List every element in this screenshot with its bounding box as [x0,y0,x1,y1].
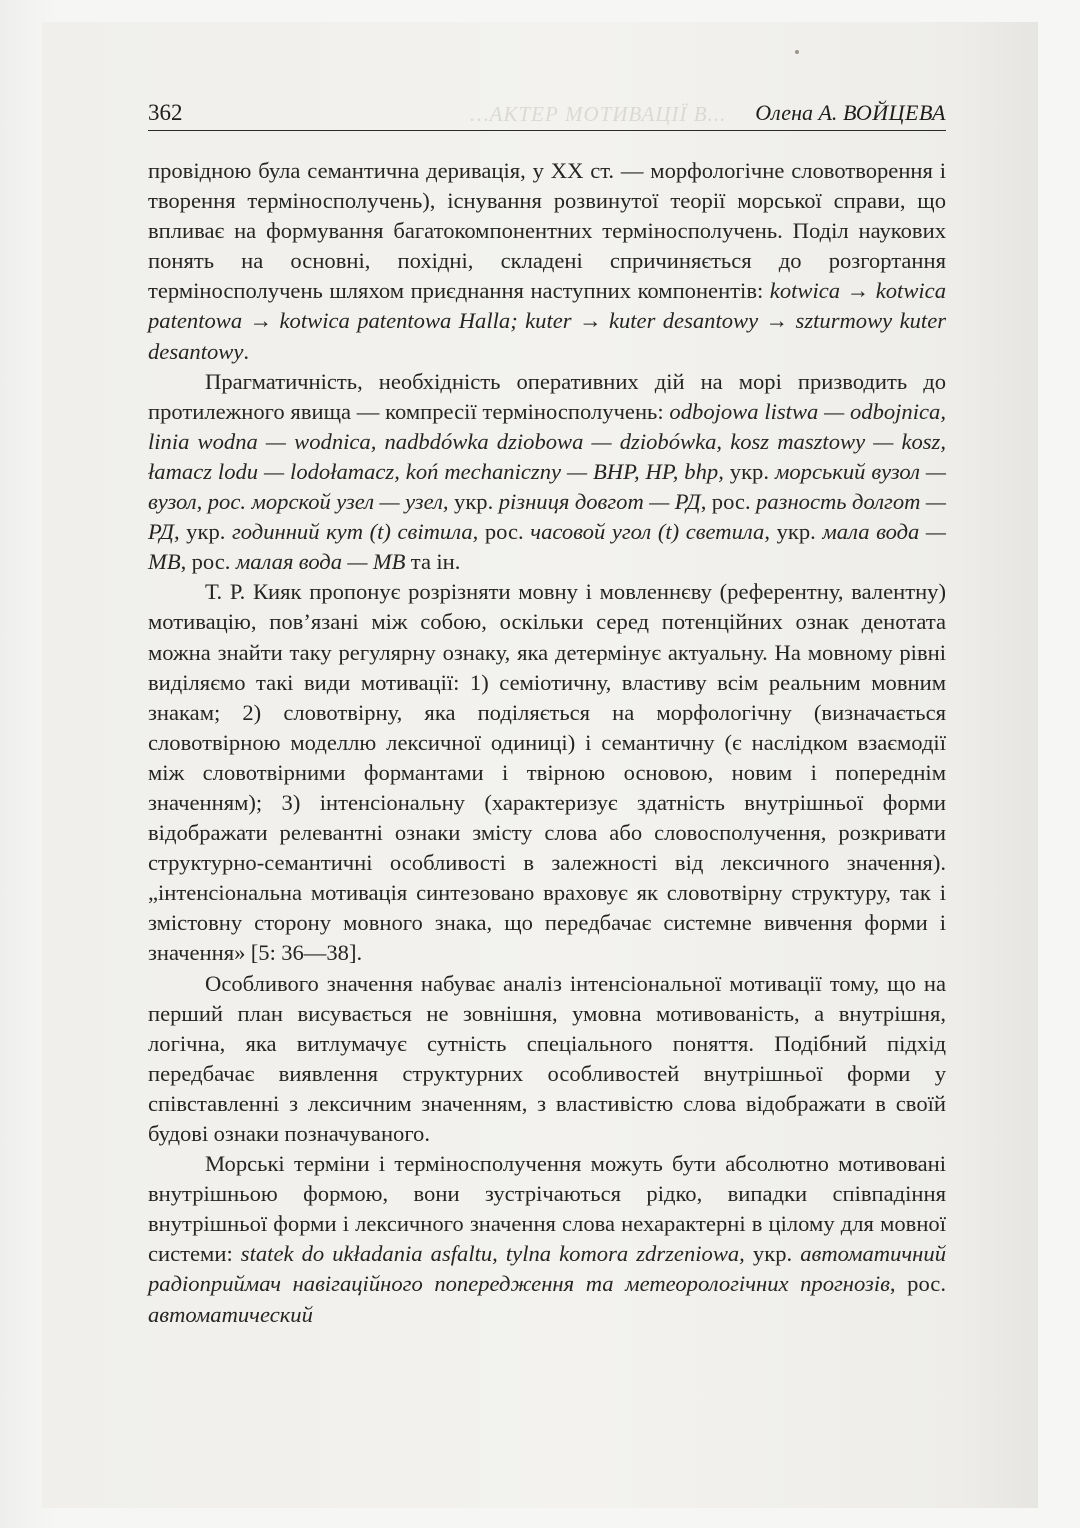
text-run: , укр. [173,519,232,545]
text-run: → [571,308,609,334]
italic-term: рос. морской узел — узел, [207,489,449,515]
running-head [755,98,946,128]
italic-term: різниця довгот — РД [498,489,701,515]
text-run: Особливого значення набуває аналіз інтенсіональної мотивації тому, що на перший план висувається не зовнішня, умовна мотивованість, а внутрішня, логічна, яка витлумачує сутність спеціального поняття. Подібний підхід передбачає виявлення структурних особливостей внутрішньої форми у співставленні з лексичним значенням, з властивістю слова відображати в своїй будові ознаки позначуваного. [148,970,946,1146]
italic-term: морський вузол — вузол, [148,458,947,515]
author-surname: ВОЙЦЕВА [842,100,946,125]
page-number: 362 [148,100,183,125]
italic-term: statek do układania asfaltu, tylna komora zdrzeniowa, [240,1241,745,1267]
text-run: → [840,278,876,304]
author-name: Олена А. [755,100,843,125]
italic-term: szturmowy kuter desantowy [148,308,947,364]
page-header [148,98,946,131]
italic-term: автоматичний радіоприймач навігаційного попередження та метеорологічних прогнозів [148,1241,946,1297]
italic-term: odbojowa listwa — odbojnica, linia wodna — wodnica, nadbdówka dziobowa — dziobówka, kosz masztowy — kosz, łamacz lodu — lodołamacz, koń mechaniczny — BHP, HP, bhp, [148,398,946,484]
text-run: укр. [744,1241,801,1267]
text-run: → [242,308,280,334]
text-run: та ін. [405,549,461,575]
text-run: укр. [448,489,499,515]
paragraph [148,969,946,1150]
text-run: Морські терміни і терміносполучення можуть бути абсолютно мотивовані внутрішньою формою, вони зустрічаються рідко, випадки співпадіння внутрішньої форми і лексичного значення слова нехарактерні в цілому для мовної системи: [148,1151,946,1267]
italic-term: kuter desantowy [608,308,759,334]
italic-term: часовой угол (t) светила [530,519,765,545]
text-run: Прагматичність, необхідність оперативних дій на морі призводить до протилежного явища — компресії терміносполучень: [148,368,946,424]
italic-term: годинний кут (t) світила, [231,519,479,545]
body-text [148,156,946,1330]
text-run: провідною була семантична деривація, у XX ст. — морфологічне словотворення і творення терміносполучень), існування розвинутої теорії морської справи, що впливає на формування багатокомпонентних терміносполучень. Поділ наукових понять на основні, похідні, складені спричиняється до розгортання терміносполучень шляхом приєднання наступних компонентів: [148,158,946,304]
italic-term: разность долгот — РД [148,489,946,545]
paragraph [148,156,946,367]
text-run: , укр. [764,519,823,545]
italic-term: kotwica patentowa [148,278,946,334]
text-run: , рос. [889,1271,946,1297]
text-run: → [758,308,796,334]
bleed-through-text: …АКТЕР МОТИВАЦІЇ В... [470,102,727,126]
italic-term: мала вода — МВ [148,519,946,575]
italic-term: малая вода — МВ [235,549,406,575]
italic-term: kotwica [769,278,841,304]
text-run: , рос. [700,489,757,515]
paragraph [148,1149,946,1330]
text-run: , рос. [180,549,236,575]
text-run: укр. [723,458,775,484]
italic-term: kotwica patentowa Halla; kuter [279,308,572,334]
ink-speck [795,50,799,54]
paragraph [148,367,946,578]
text-run: . [243,338,250,364]
text-run: Т. Р. Кияк пропонує розрізняти мовну і мовленнєву (референтну, валентну) мотивацію, пов’язані між собою, оскільки серед потенційних ознак денотата можна знайти таку регулярну ознаку, яка детермінує актуальну. На мовному рівні виділяємо такі види мотивації: 1) семіотичну, властиву всім реальним мовним знакам; 2) словотвірну, яка поділяється на морфологічну (визначається словотвірною моделлю лексичної одиниці) і семантичну (є наслідком взаємодії між словотвірними формантами і твірною основою, новим і попереднім значенням); 3) інтенсіональну (характеризує здатність внутрішньої форми відображати релевантні ознаки змісту слова або словосполучення, розкривати структурно-семантичні особливості в залежності від лексичного значення). „інтенсіональна мотивація синтезовано враховує як словотвірну структуру, так і змістовну сторону мовного знака, що передбачає системне вивчення форми і значення» [5: 36—38]. [148,579,946,966]
text-run: рос. [478,519,531,545]
paragraph [148,577,946,968]
italic-term: автоматический [148,1301,313,1327]
